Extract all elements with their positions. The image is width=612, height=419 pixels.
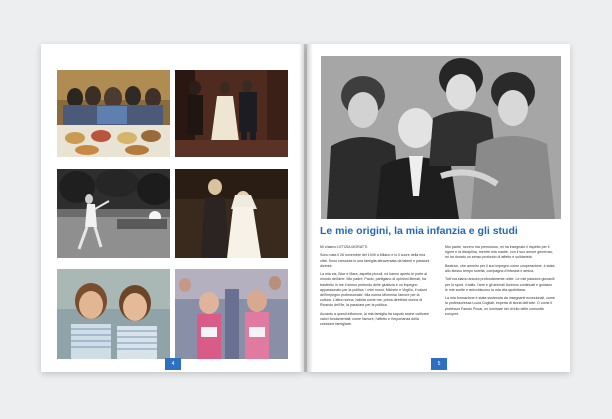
paragraph: La mia formazione è stata sostenuta da insegnanti eccezionali, come la professoressa Lucia Cogliati, esperta di storia dell'arte. O come il professor Fausto Pocar, un luminare nel di trito delle comunità europee. [445, 296, 555, 316]
marathon-photo [175, 269, 288, 359]
right-page [307, 44, 570, 372]
paragraph: Mio padre, severo ma premuroso, mi ha insegnato il rispetto per il rigore e la disciplina, mentre mia madre, con il suo amore generoso, mi ha donato un senso profondo di affetto e solidarietà. [445, 245, 554, 260]
family-party-photo [57, 70, 170, 157]
page-number-left: 4 [165, 358, 181, 370]
paragraph: Beatrice, che ammiro per il suo impegno come cooperazione, è stata allo stesso tempo sorella, compagna d'infanzia e amica. [445, 263, 555, 273]
tennis-photo [57, 169, 170, 258]
book-gutter [299, 44, 313, 372]
paragraph: Accanto a questi influenze, la mia famiglia ha saputo anche coltivare valori fondamentali: come l'amore, l'affetto e l'importanza della coesione famigliare. [320, 311, 429, 327]
left-page [41, 44, 304, 372]
two-girls-photo [57, 269, 170, 359]
section-heading: Le mie origini, la mia infanzia e gli studi [320, 225, 518, 237]
open-book [41, 34, 570, 375]
text-column-right [445, 245, 555, 320]
paragraph: Sono nata il 26 novembre del 1949 a Milano e lo il cuore della mia città. Sono cresciuta in una famiglia attraversata da talenti e passioni diverse. [320, 253, 430, 268]
paragraph: Tutt'ora siamo ancora profondamente unite. Le mie passioni giovanili per lo sport, il ballo, l'arte e gli animali fiorirono continuati e guidano le mie scelte e arricchiscono la mia vita quotidiana. [445, 277, 555, 292]
wedding-dance-photo [175, 70, 288, 157]
page-number-right: 5 [431, 358, 447, 370]
paragraph: La mia zia, Bice e Mara, aspetta piccoli, mi hanno aperto le porte al mondo dell'arte. Mio padre, Paolo, partigiano di opinioni liberali, ha trasferito in me il senso profondo delle giustizia e un impegno appassionato per la politica, i miei nonni, Michele e Virgilio, il valore dell'impegno professionale. Mia nonna Mimmina l'amore per la cultura. L'altra nonna, balsita come me, prima direttrice donna di Rivarolo dell'Ile, la passione per la politica. [320, 272, 428, 308]
family-portrait-photo [321, 56, 561, 219]
paragraph: Mi chiamo LETIZIA MORATTI. [320, 245, 369, 249]
bride-photo [175, 169, 288, 258]
text-column-left [320, 245, 430, 331]
